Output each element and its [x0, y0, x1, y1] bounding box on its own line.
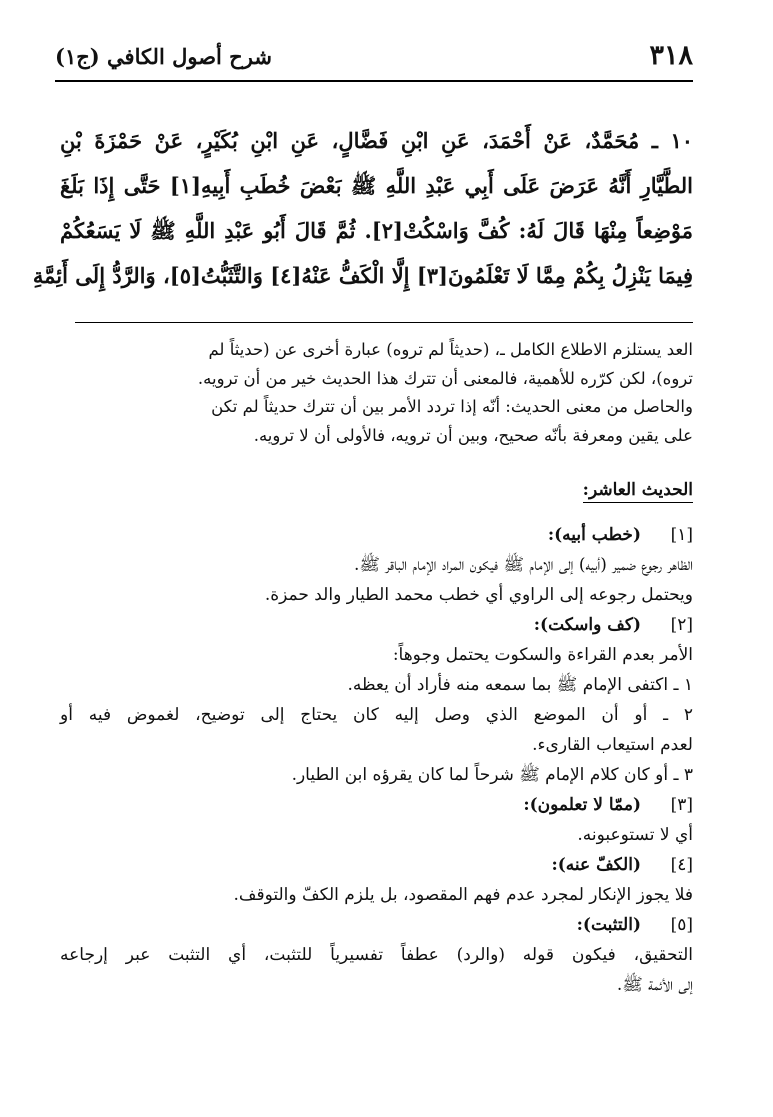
note-heading — [60, 790, 693, 820]
notes-list — [60, 520, 693, 1000]
note-line: أي لا تستوعبونه. — [577, 825, 693, 845]
hadith-line: ١٠ ـ مُحَمَّدٌ، عَنْ أَحْمَدَ، عَنِ ابْنِ فَضَّالٍ، عَنِ ابْنِ بُكَيْرٍ، عَنْ حَمْزَةَ بْنِ — [60, 128, 693, 153]
note-heading — [60, 850, 693, 880]
hadith-line: الطَّيَّارِ أَنَّهُ عَرَضَ عَلَى أَبِي عَبْدِ اللَّهِ ﷺ بَعْضَ خُطَبِ أَبِيهِ[١] حَتَّى إِذَا بَلَغَ — [60, 173, 693, 198]
hadith-line: فِيمَا يَنْزِلُ بِكُمْ مِمَّا لَا تَعْلَمُونَ[٣] إِلَّا الْكَفُّ عَنْهُ[٤] وَالتَّثَبُّتُ[٥]، وَالرَّدُّ إِلَى أَئِمَّةِ — [32, 263, 693, 288]
note-line: التحقيق، فيكون قوله (والرد) عطفاً تفسيرياً للتثبت، أي التثبت عبر إرجاعه — [60, 945, 693, 965]
hadith-text — [32, 118, 693, 298]
previous-commentary — [60, 336, 693, 450]
note-line: فلا يجوز الإنكار لمجرد عدم فهم المقصود، بل يلزم الكفّ والتوقف. — [233, 885, 693, 905]
page-number: ٣١٨ — [649, 40, 693, 71]
commentary-line: العد يستلزم الاطلاع الكامل ـ، (حديثاً لم تروه) عبارة أخرى عن (حديثاً لم — [208, 340, 693, 359]
section-heading: الحديث العاشر: — [583, 480, 693, 503]
note-line: ٢ ـ أو أن الموضع الذي وصل إليه كان يحتاج إلى توضيح، لغموض فيه أو — [60, 705, 693, 725]
note-line: الأمر بعدم القراءة والسكوت يحتمل وجوهاً: — [392, 645, 693, 665]
note-line: لعدم استيعاب القارىء. — [532, 735, 693, 755]
note-number: [٣] — [670, 795, 693, 815]
commentary-line: على يقين ومعرفة بأنّه صحيح، وبين أن ترويه، فالأولى أن لا ترويه. — [253, 425, 693, 445]
note-line: ويحتمل رجوعه إلى الراوي أي خطب محمد الطيار والد حمزة. — [264, 585, 693, 605]
note-line: ١ ـ اكتفى الإمام ﷺ بما سمعه منه فأراد أن يعظه. — [347, 675, 693, 695]
note-number: [٤] — [670, 855, 693, 875]
note-heading — [60, 610, 693, 640]
commentary-line: والحاصل من معنى الحديث: أنّه إذا تردد الأمر بين أن تترك حديثاً لم تكن — [211, 397, 693, 416]
commentary-line: تروه)، لكن كرّره للأهمية، فالمعنى أن تترك هذا الحديث خير من أن ترويه. — [197, 368, 693, 388]
running-title: شرح أصول الكافي (ج١) — [55, 44, 272, 69]
note-line: إلى الأئمة ﷺ. — [616, 975, 693, 995]
note-number: [١] — [670, 525, 693, 545]
header-rule — [55, 80, 693, 82]
footnote-separator — [75, 322, 693, 323]
hadith-line: مَوْضِعاً مِنْهَا قَالَ لَهُ: كُفَّ وَاسْكُتْ[٢]. ثُمَّ قَالَ أَبُو عَبْدِ اللَّهِ ﷺ لَا يَسَعُكُمْ — [60, 218, 693, 243]
note-title: (كف واسكت): — [533, 615, 641, 635]
note-number: [٢] — [670, 615, 693, 635]
note-title: (التثبت): — [576, 915, 641, 935]
note-title: (الكفّ عنه): — [551, 855, 641, 875]
note-number: [٥] — [670, 915, 693, 935]
note-heading — [60, 520, 693, 550]
note-title: (خطب أبيه): — [547, 525, 641, 545]
note-heading — [60, 910, 693, 940]
note-line: ٣ ـ أو كان كلام الإمام ﷺ شرحاً لما كان يقرؤه ابن الطيار. — [291, 765, 693, 785]
note-line: الظاهر رجوع ضمير (أبيه) إلى الإمام ﷺ فيكون المراد الإمام الباقر ﷺ. — [354, 555, 693, 575]
page-header — [55, 38, 693, 78]
note-title: (ممّا لا تعلمون): — [523, 795, 641, 815]
